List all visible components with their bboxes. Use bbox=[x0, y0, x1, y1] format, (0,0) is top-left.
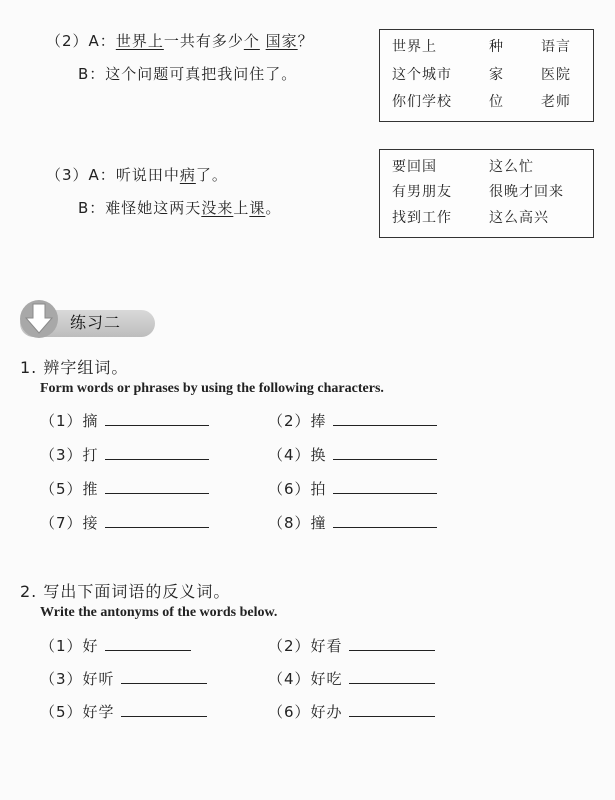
exercise-banner bbox=[18, 296, 158, 352]
item-number: （3） bbox=[40, 446, 83, 464]
question-1-instruction: Form words or phrases by using the following characters. bbox=[40, 381, 384, 396]
speaker-label: B： bbox=[78, 65, 106, 83]
answer-blank[interactable] bbox=[349, 702, 435, 717]
item-number: （1） bbox=[40, 412, 83, 430]
sentence-segment: 这个问题可真把我问住了。 bbox=[105, 65, 298, 83]
answer-blank[interactable] bbox=[121, 669, 207, 684]
underlined-word: 国家 bbox=[265, 32, 298, 50]
sentence-segment: 听说田中 bbox=[115, 166, 180, 184]
sentence-segment: 一共有多少 bbox=[163, 32, 244, 50]
item-word: 捧 bbox=[310, 412, 327, 430]
box-cell: 很晚才回来 bbox=[489, 184, 564, 200]
dialog-text bbox=[116, 32, 314, 50]
box-cell: 要回国 bbox=[392, 159, 437, 175]
item-word: 撞 bbox=[310, 514, 327, 532]
box-cell: 种 bbox=[489, 39, 504, 55]
answer-blank[interactable] bbox=[333, 479, 437, 494]
exercise-item bbox=[40, 445, 209, 465]
speaker-label: B： bbox=[78, 199, 106, 217]
dialog-text bbox=[105, 199, 281, 217]
item-number: （6） bbox=[268, 703, 311, 721]
answer-blank[interactable] bbox=[105, 445, 209, 460]
dialog-3-answer bbox=[78, 198, 281, 218]
box-cell: 家 bbox=[489, 67, 504, 83]
exercise-item bbox=[268, 702, 435, 722]
exercise-item bbox=[40, 702, 207, 722]
sentence-segment: 了。 bbox=[195, 166, 228, 184]
box-cell: 医院 bbox=[541, 67, 571, 83]
exercise-item bbox=[268, 445, 437, 465]
item-number: （4） bbox=[268, 446, 311, 464]
item-word: 好学 bbox=[82, 703, 115, 721]
exercise-item bbox=[268, 636, 435, 656]
underlined-word: 课 bbox=[249, 199, 266, 217]
sentence-segment: 难怪她这两天 bbox=[105, 199, 202, 217]
answer-blank[interactable] bbox=[105, 411, 209, 426]
exercise-item bbox=[40, 411, 209, 431]
item-number: （2） bbox=[268, 412, 311, 430]
box-cell: 你们学校 bbox=[392, 94, 452, 110]
exercise-item bbox=[268, 479, 437, 499]
answer-blank[interactable] bbox=[333, 513, 437, 528]
substitution-box-1 bbox=[379, 29, 594, 122]
item-number: （5） bbox=[40, 480, 83, 498]
answer-blank[interactable] bbox=[105, 513, 209, 528]
answer-blank[interactable] bbox=[121, 702, 207, 717]
exercise-item bbox=[268, 411, 437, 431]
exercise-label: 练习二 bbox=[70, 313, 122, 332]
exercise-item bbox=[268, 513, 437, 533]
item-word: 好看 bbox=[310, 637, 343, 655]
item-number: （3） bbox=[40, 670, 83, 688]
box-cell: 这么忙 bbox=[489, 159, 534, 175]
item-number: （4） bbox=[268, 670, 311, 688]
item-number: （8） bbox=[268, 514, 311, 532]
underlined-word: 病 bbox=[179, 166, 196, 184]
item-word: 好 bbox=[82, 637, 99, 655]
exercise-item bbox=[40, 513, 209, 533]
item-word: 推 bbox=[82, 480, 99, 498]
exercise-item bbox=[40, 669, 207, 689]
sentence-segment: ？ bbox=[297, 32, 314, 50]
item-number: （5） bbox=[40, 703, 83, 721]
answer-blank[interactable] bbox=[349, 636, 435, 651]
answer-blank[interactable] bbox=[105, 479, 209, 494]
box-cell: 世界上 bbox=[392, 39, 437, 55]
underlined-word: 没来 bbox=[201, 199, 234, 217]
dialog-number: （3）A： bbox=[46, 166, 116, 184]
item-word: 拍 bbox=[310, 480, 327, 498]
down-arrow-icon bbox=[20, 300, 58, 338]
substitution-box-2 bbox=[379, 149, 594, 238]
dialog-2-question bbox=[46, 31, 314, 51]
dialog-text bbox=[105, 65, 297, 83]
question-2-title: 2. 写出下面词语的反义词。 bbox=[20, 582, 231, 601]
exercise-item bbox=[268, 669, 435, 689]
box-cell: 位 bbox=[489, 94, 504, 110]
box-cell: 有男朋友 bbox=[392, 184, 452, 200]
item-word: 摘 bbox=[82, 412, 99, 430]
answer-blank[interactable] bbox=[333, 411, 437, 426]
item-number: （6） bbox=[268, 480, 311, 498]
box-cell: 这个城市 bbox=[392, 67, 452, 83]
item-number: （1） bbox=[40, 637, 83, 655]
item-word: 打 bbox=[82, 446, 99, 464]
item-number: （2） bbox=[268, 637, 311, 655]
item-word: 接 bbox=[82, 514, 99, 532]
box-cell: 这么高兴 bbox=[489, 210, 549, 226]
item-word: 好吃 bbox=[310, 670, 343, 688]
underlined-word: 个 bbox=[243, 32, 260, 50]
dialog-number: （2）A： bbox=[46, 32, 116, 50]
box-cell: 老师 bbox=[541, 94, 571, 110]
underlined-word: 世界上 bbox=[115, 32, 164, 50]
sentence-segment: 上 bbox=[233, 199, 250, 217]
item-number: （7） bbox=[40, 514, 83, 532]
item-word: 换 bbox=[310, 446, 327, 464]
dialog-3-question bbox=[46, 165, 228, 185]
box-cell: 语言 bbox=[541, 39, 571, 55]
dialog-text bbox=[116, 166, 228, 184]
answer-blank[interactable] bbox=[333, 445, 437, 460]
item-word: 好听 bbox=[82, 670, 115, 688]
dialog-2-answer bbox=[78, 64, 297, 84]
sentence-segment: 。 bbox=[265, 199, 282, 217]
exercise-item bbox=[40, 479, 209, 499]
question-1-title: 1. 辨字组词。 bbox=[20, 358, 129, 377]
question-2-instruction: Write the antonyms of the words below. bbox=[40, 605, 278, 620]
box-cell: 找到工作 bbox=[392, 210, 452, 226]
answer-blank[interactable] bbox=[105, 636, 191, 651]
item-word: 好办 bbox=[310, 703, 343, 721]
answer-blank[interactable] bbox=[349, 669, 435, 684]
exercise-item bbox=[40, 636, 191, 656]
